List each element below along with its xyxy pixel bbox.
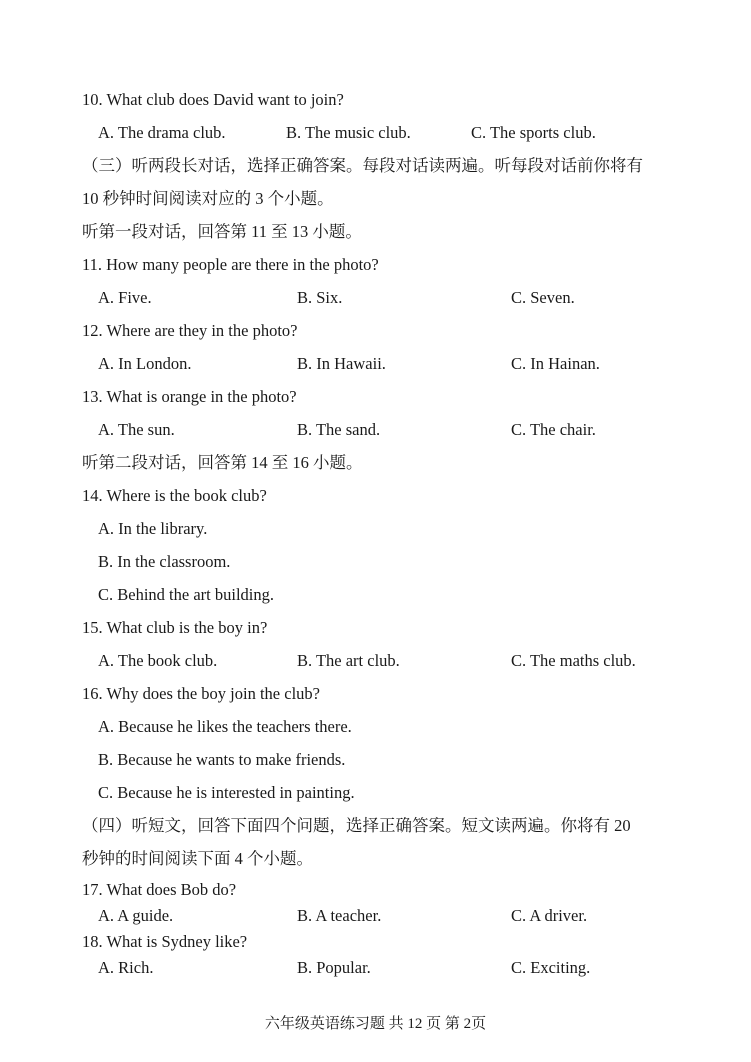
- option-a: A. Five.: [98, 288, 152, 307]
- dialog-1-instruction: 听第一段对话，回答第 11 至 13 小题。: [82, 222, 362, 241]
- options-row-12: [0, 354, 751, 374]
- option-b: B. The sand.: [297, 420, 381, 439]
- option-c: C. The maths club.: [511, 651, 636, 670]
- question-17: 17. What does Bob do?: [82, 880, 237, 899]
- option-a: A. The drama club.: [98, 123, 226, 142]
- section-4-instructions-1: （四）听短文，回答下面四个问题，选择正确答案。短文读两遍。你将有 20: [82, 816, 631, 835]
- section-3-instructions-2: 10 秒钟时间阅读对应的 3 个小题。: [82, 189, 334, 208]
- option-a: A. In London.: [98, 354, 192, 373]
- option-a: A. The sun.: [98, 420, 175, 439]
- options-row-11: [0, 288, 751, 308]
- option-c: C. Exciting.: [511, 958, 591, 977]
- option-c: C. The chair.: [511, 420, 596, 439]
- question-12: 12. Where are they in the photo?: [82, 321, 298, 340]
- option-a: A. A guide.: [98, 906, 174, 925]
- dialog-2-instruction: 听第二段对话，回答第 14 至 16 小题。: [82, 453, 363, 472]
- option-c: C. In Hainan.: [511, 354, 600, 373]
- page-footer: 六年级英语练习题 共 12 页 第 2页: [264, 1016, 487, 1032]
- option-a: A. The book club.: [98, 651, 218, 670]
- option-a: A. Because he likes the teachers there.: [98, 717, 352, 736]
- option-a: A. Rich.: [98, 958, 154, 977]
- option-c: C. Because he is interested in painting.: [98, 783, 355, 802]
- section-3-instructions-1: （三）听两段长对话，选择正确答案。每段对话读两遍。听每段对话前你将有: [82, 156, 643, 175]
- question-11: 11. How many people are there in the photo?: [82, 255, 379, 274]
- option-c: C. Seven.: [511, 288, 575, 307]
- option-b: B. In the classroom.: [98, 552, 231, 571]
- question-14: 14. Where is the book club?: [82, 486, 267, 505]
- option-b: B. The music club.: [286, 123, 411, 142]
- options-row-18: [0, 958, 751, 978]
- question-15: 15. What club is the boy in?: [82, 618, 268, 637]
- question-16: 16. Why does the boy join the club?: [82, 684, 320, 703]
- options-row-10: [0, 123, 751, 143]
- options-row-17: [0, 906, 751, 926]
- option-b: B. Six.: [297, 288, 343, 307]
- section-4-instructions-2: 秒钟的时间阅读下面 4 个小题。: [82, 849, 313, 868]
- options-row-15: [0, 651, 751, 671]
- option-c: C. The sports club.: [471, 123, 596, 142]
- option-c: C. A driver.: [511, 906, 588, 925]
- question-18: 18. What is Sydney like?: [82, 932, 248, 951]
- question-10: 10. What club does David want to join?: [82, 90, 344, 109]
- question-13: 13. What is orange in the photo?: [82, 387, 297, 406]
- option-c: C. Behind the art building.: [98, 585, 274, 604]
- option-b: B. Popular.: [297, 958, 371, 977]
- option-b: B. The art club.: [297, 651, 400, 670]
- option-b: B. A teacher.: [297, 906, 382, 925]
- options-row-13: [0, 420, 751, 440]
- option-a: A. In the library.: [98, 519, 208, 538]
- option-b: B. Because he wants to make friends.: [98, 750, 346, 769]
- option-b: B. In Hawaii.: [297, 354, 386, 373]
